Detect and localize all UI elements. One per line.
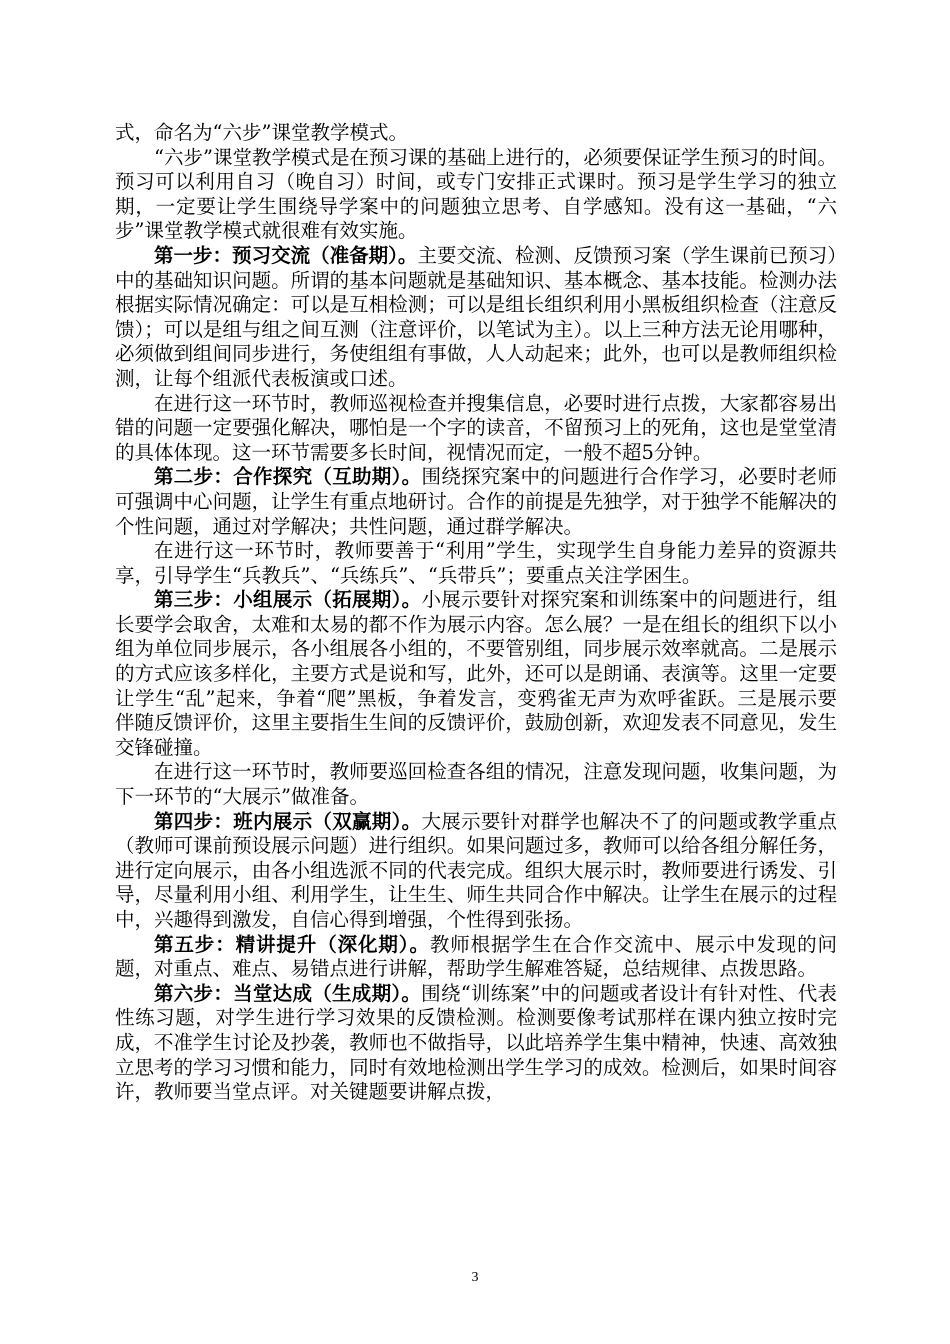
paragraph-text: 大展示要针对群学也解决不了的问题或教学重点（教师可课前预设展示问题）进行组织。如果问题过多，教师可以给各组分解任务，进行定向展示，由各小组选派不同的代表完成。组织大展示时，教师要进行诱发、引导，尽量利用小组、利用学生，让生生、师生共同合作中解决。让学生在展示的过程中，兴趣得到激发，自信心得到增强，个性得到张扬。: [115, 809, 837, 931]
paragraph-text: 式，命名为“六步”课堂教学模式。: [115, 121, 408, 144]
paragraph-text: 教师根据学生在合作交流中、展示中发现的问题，对重点、难点、易错点进行讲解，帮助学生解难答疑，总结规律、点拨思路。: [115, 932, 837, 981]
paragraph-3: [115, 392, 837, 466]
step-heading: 第一步：预习交流（准备期）。: [154, 243, 418, 267]
step-heading: 第四步：班内展示（双赢期）。: [154, 809, 422, 833]
paragraph-text: 在进行这一环节时，教师巡视检查并搜集信息，必要时进行点拨，大家都容易出错的问题一定要强化解决，哪怕是一个字的读音，不留预习上的死角，这也是堂堂清的具体体现。这一环节需要多长时间，视情况而定，一般不超5分钟。: [115, 391, 837, 464]
paragraph-text: 围绕探究案中的问题进行合作学习，必要时老师可强调中心问题，让学生有重点地研讨。合作的前提是先独学，对于独学不能解决的个性问题，通过对学解决；共性问题，通过群学解决。: [115, 465, 837, 538]
paragraph-step-5: [115, 933, 837, 982]
paragraph-step-2: [115, 465, 837, 539]
step-heading: 第六步：当堂达成（生成期）。: [154, 981, 422, 1005]
paragraph-step-3: [115, 588, 837, 760]
step-heading: 第五步：精讲提升（深化期）。: [154, 932, 430, 956]
step-heading: 第二步：合作探究（互助期）。: [154, 465, 422, 489]
paragraph-step-6: [115, 982, 837, 1105]
paragraph-7: [115, 760, 837, 809]
paragraph-text: 在进行这一环节时，教师要巡回检查各组的情况，注意发现问题，收集问题，为下一环节的“大展示”做准备。: [115, 760, 837, 809]
document-body: [115, 121, 837, 1105]
paragraph-text: 在进行这一环节时，教师要善于“利用”学生，实现学生自身能力差异的资源共享，引导学生“兵教兵”、“兵练兵”、“兵带兵”；要重点关注学困生。: [115, 539, 837, 587]
paragraph-text: 主要交流、检测、反馈预习案（学生课前已预习）中的基础知识问题。所谓的基本问题就是基础知识、基本概念、基本技能。检测办法根据实际情况确定：可以是互相检测；可以是组长组织利用小黑板组织检查（注意反馈）；可以是组与组之间互测（注意评价，以笔试为主）。以上三种方法无论用哪种，必须做到组间同步进行，务使组组有事做，人人动起来；此外，也可以是教师组织检测，让每个组派代表板演或口述。: [115, 243, 837, 390]
paragraph-text: “六步”课堂教学模式是在预习课的基础上进行的，必须要保证学生预习的时间。预习可以利用自习（晚自习）时间，或专门安排正式课时。预习是学生学习的独立期，一定要让学生围绕导学案中的问题独立思考、自学感知。没有这一基础，“六步”课堂教学模式就很难有效实施。: [115, 145, 837, 243]
paragraph-step-4: [115, 810, 837, 933]
paragraph-text: 围绕“训练案”中的问题或者设计有针对性、代表性练习题，对学生进行学习效果的反馈检测。检测要像考试那样在课内独立按时完成，不准学生讨论及抄袭，教师也不做指导，以此培养学生集中精神，快速、高效独立思考的学习习惯和能力，同时有效地检测出学生学习的成效。检测后，如果时间容许，教师要当堂点评。对关键题要讲解点拨，: [115, 981, 837, 1104]
paragraph-text: 小展示要针对探究案和训练案中的问题进行，组长要学会取舍，太难和太易的都不作为展示内容。怎么展？一是在组长的组织下以小组为单位同步展示，各小组展各小组的，不要管别组，同步展示效率就高。二是展示的方式应该多样化，主要方式是说和写，此外，还可以是朗诵、表演等。这里一定要让学生“乱”起来，争着“爬”黑板，争着发言，变鸦雀无声为欢呼雀跃。三是展示要伴随反馈评价，这里主要指生生间的反馈评价，鼓励创新，欢迎发表不同意见，发生交锋碰撞。: [115, 588, 837, 759]
step-heading: 第三步：小组展示（拓展期）。: [154, 588, 422, 612]
paragraph-5: [115, 539, 837, 588]
page-number: 3: [471, 1270, 479, 1285]
paragraph-1: [115, 146, 837, 244]
paragraph-0: [115, 121, 837, 146]
paragraph-step-1: [115, 244, 837, 392]
